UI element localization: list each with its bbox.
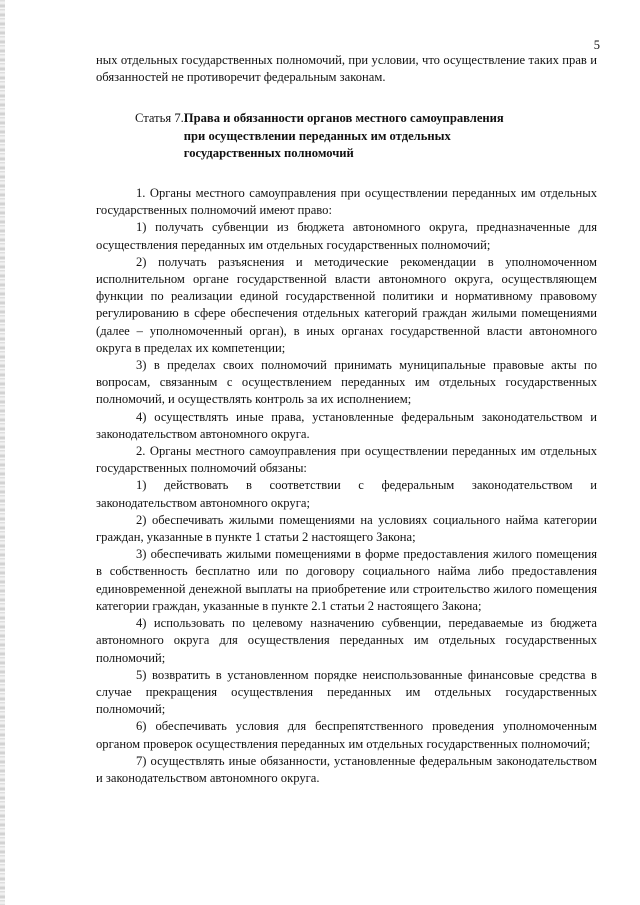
paragraph: 3) обеспечивать жилыми помещениями в форме предоставления жилого помещения в собственность бесплатно или по договору социального найма либо предоставления единовременной денежной выплаты на приобретение или строительство жилого помещения категории граждан, указанные в пункте 2.1 статьи 2 настоящего Закона; — [96, 547, 597, 613]
paragraph: 2) получать разъяснения и методические рекомендации в уполномоченном исполнительном органе государственной власти автономного округа, осуществляющем функции по реализации единой государственной политики и нормативному правовому регулированию в сфере обеспечения отдельных категорий граждан жилыми помещениями (далее – уполномоченный орган), в иных органах государственной власти автономного округа в пределах их компетенции; — [96, 254, 597, 355]
paragraph: 6) обеспечивать условия для беспрепятственного проведения уполномоченным органом проверок осуществления переданных им отдельных государственных полномочий; — [96, 719, 597, 751]
paragraph: 3) в пределах своих полномочий принимать муниципальные правовые акты по вопросам, связанным с осуществлением переданных им отдельных государственных полномочий, и осуществлять контроль за их исполнением; — [96, 358, 597, 407]
article-title: Права и обязанности органов местного самоуправления при осуществлении переданных им отдельных государственных полномочий — [183, 111, 504, 160]
paragraph: 7) осуществлять иные обязанности, установленные федеральным законодательством и законодательством автономного округа. — [96, 753, 597, 785]
article-heading — [135, 110, 597, 162]
paragraph: 2) обеспечивать жилыми помещениями на условиях социального найма категории граждан, указанные в пункте 1 статьи 2 настоящего Закона; — [96, 512, 597, 545]
page-number: 5 — [593, 38, 600, 52]
intro-paragraph: ных отдельных государственных полномочий, при условии, что осуществление таких прав и обязанностей не противоречит федеральным законам. — [96, 53, 597, 85]
paragraph: 1) действовать в соответствии с федеральным законодательством и законодательством автономного округа; — [96, 478, 597, 510]
paragraph: 4) осуществлять иные права, установленные федеральным законодательством и законодательством автономного округа. — [96, 409, 597, 441]
paragraph: 1. Органы местного самоуправления при осуществлении переданных им отдельных государственных полномочий имеют право: — [96, 186, 597, 218]
scan-edge — [0, 0, 5, 905]
paragraph: 2. Органы местного самоуправления при осуществлении переданных им отдельных государственных полномочий обязаны: — [96, 444, 597, 476]
paragraph: 5) возвратить в установленном порядке неиспользованные финансовые средства в случае прекращения осуществления переданных им отдельных государственных полномочий; — [96, 667, 597, 717]
document-body — [96, 52, 597, 787]
paragraph: 4) использовать по целевому назначению субвенции, передаваемые из бюджета автономного округа для осуществления переданных им отдельных государственных полномочий; — [96, 616, 597, 665]
article-label: Статья 7. — [135, 111, 184, 126]
paragraph: 1) получать субвенции из бюджета автономного округа, предназначенные для осуществления переданных им отдельных государственных полномочий; — [96, 220, 597, 252]
